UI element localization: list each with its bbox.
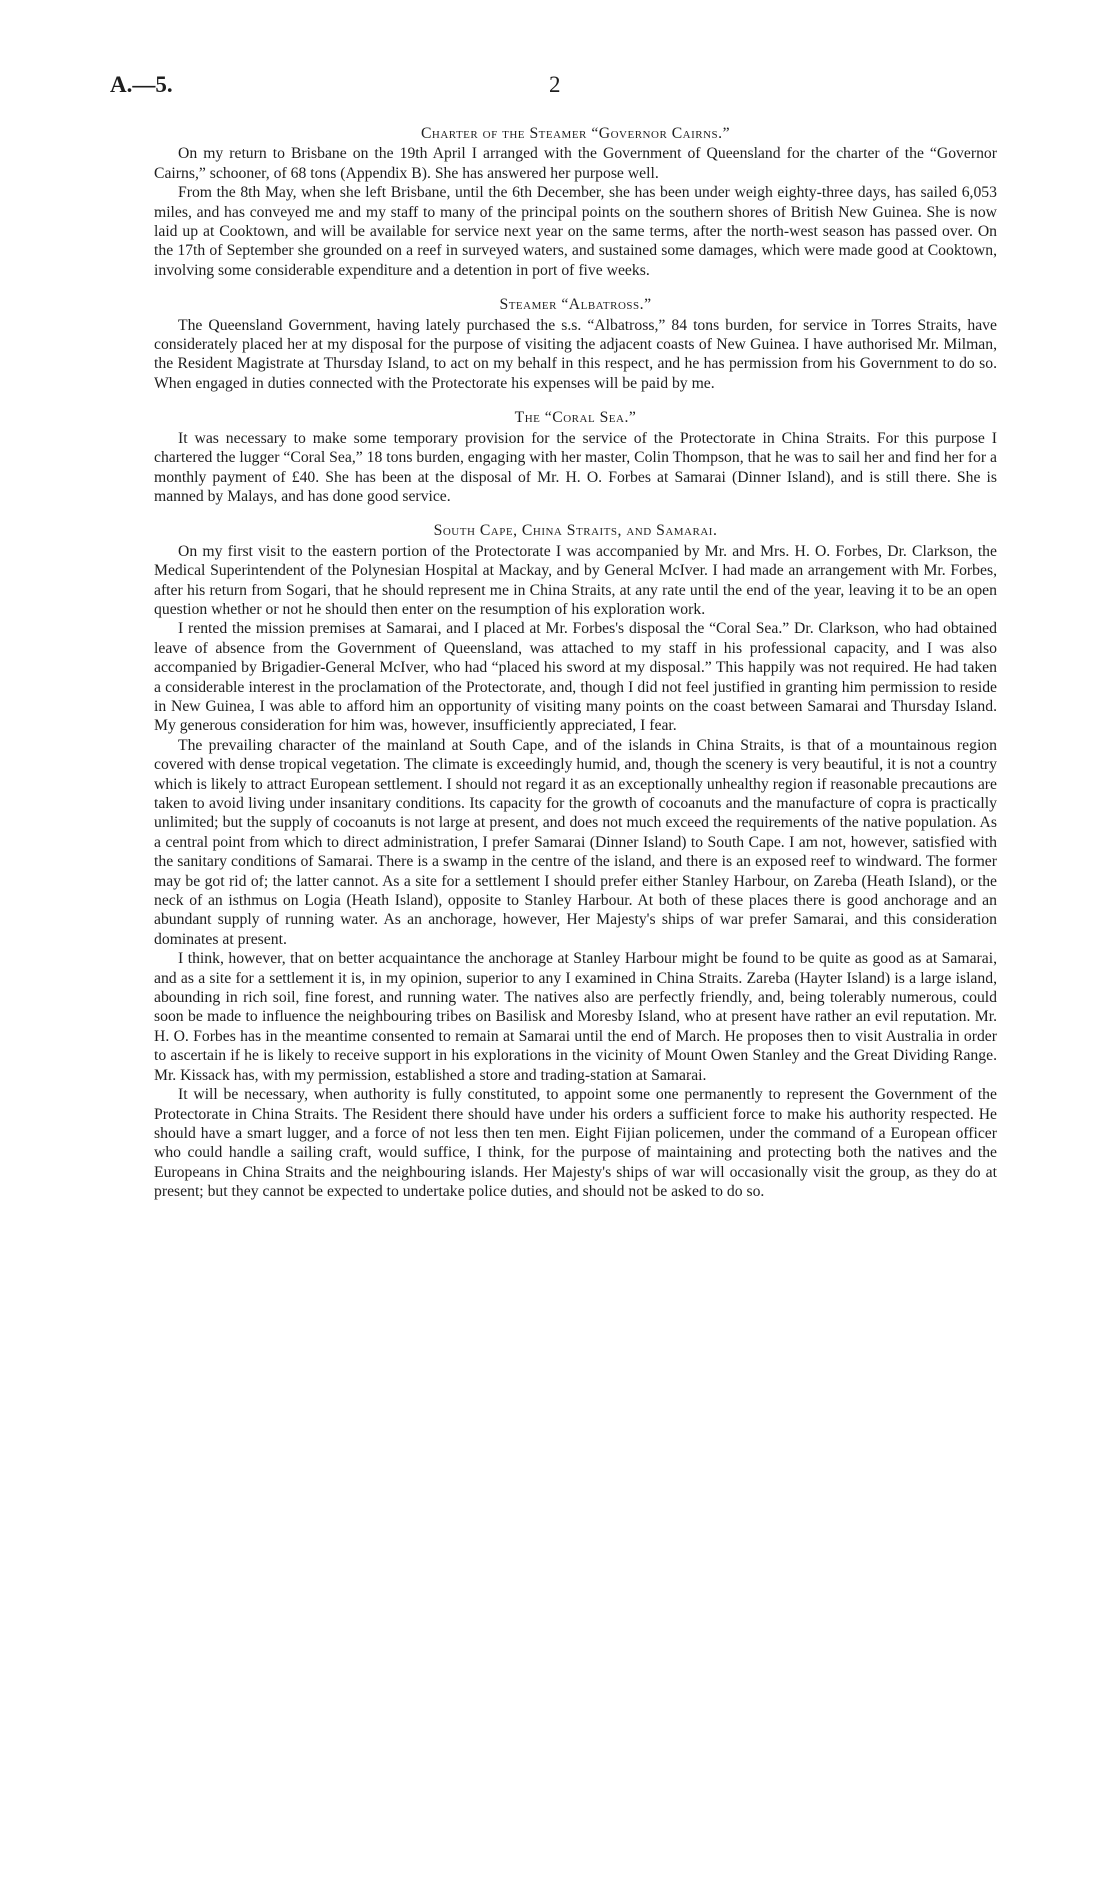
paragraph: The Queensland Government, having lately purchased the s.s. “Albatross,” 84 tons burden, for service in Torres Straits, have considerately placed her at my disposal for the purpose of visiting the adjacent coasts of New Guinea. I have authorised Mr. Milman, the Resident Magistrate at Thursday Island, to act on my behalf in this respect, and he has permission from his Government to do so. When engaged in duties connected with the Protectorate his expenses will be paid by me. (154, 316, 997, 392)
paragraph: On my first visit to the eastern portion of the Protectorate I was accompanied by Mr. and Mrs. H. O. Forbes, Dr. Clarkson, the Medical Superintendent of the Polynesian Hospital at Mackay, and by General McIver. I had made an arrangement with Mr. Forbes, after his return from Sogari, that he should represent me in China Straits, at any rate until the end of the year, leaving it to be an open question whether or not he should then enter on the resumption of his exploration work. (154, 542, 997, 618)
section-heading: Steamer “Albatross.” (499, 296, 652, 314)
page-header (0, 72, 1114, 102)
paragraph: I think, however, that on better acquaintance the anchorage at Stanley Harbour might be found to be quite as good as at Samarai, and as a site for a settlement it is, in my opinion, superior to any I examined in China Straits. Zareba (Hayter Island) is a large island, abounding in rich soil, fine forest, and running water. The natives also are perfectly friendly, and, being tolerably numerous, could soon be made to influence the neighbouring tribes on Basilisk and Moresby Island, who at present have rather an evil reputation. Mr. H. O. Forbes has in the meantime consented to remain at Samarai until the end of March. He proposes then to visit Australia in order to ascertain if he is likely to receive support in his explorations in the vicinity of Mount Owen Stanley and the Great Dividing Range. Mr. Kissack has, with my permission, established a store and trading-station at Samarai. (154, 950, 997, 1084)
page-number: 2 (549, 72, 561, 97)
document-reference: A.—5. (110, 72, 173, 97)
section-heading: South Cape, China Straits, and Samarai. (433, 522, 718, 540)
document-body (154, 124, 997, 1217)
section-albatross (154, 295, 997, 393)
section-coral-sea (154, 408, 997, 506)
section-heading: Charter of the Steamer “Governor Cairns.” (420, 125, 731, 142)
paragraph: The prevailing character of the mainland at South Cape, and of the islands in China Straits, is that of a mountainous region covered with dense tropical vegetation. The climate is exceedingly humid, and, though the scenery is very beautiful, it is not a country which is likely to attract European settlement. I should not regard it as an exceptionally unhealthy region if reasonable precautions are taken to avoid living under insanitary conditions. Its capacity for the growth of cocoanuts and the manufacture of copra is practically unlimited; but the supply of cocoanuts is not large at present, and does not much exceed the requirements of the native population. As a central point from which to direct administration, I prefer Samarai (Dinner Island) to South Cape. I am not, however, satisfied with the sanitary conditions of Samarai. There is a swamp in the centre of the island, and there is an exposed reef to windward. The former may be got rid of; the latter cannot. As a site for a settlement I should prefer either Stanley Harbour, on Zareba (Heath Island), or the neck of an isthmus on Logia (Heath Island), opposite to Stanley Harbour. At both of these places there is good anchorage and an abundant supply of running water. As an anchorage, however, Her Majesty's ships of war prefer Samarai, and this consideration dominates at present. (154, 736, 997, 948)
section-governor-cairns (154, 124, 997, 280)
paragraph: It will be necessary, when authority is fully constituted, to appoint some one permanently to represent the Government of the Protectorate in China Straits. The Resident there should have under his orders a sufficient force to make his authority respected. He should have a smart lugger, and a force of not less then ten men. Eight Fijian policemen, under the command of a European officer who could handle a sailing craft, would suffice, I think, for the purpose of maintaining and protecting both the natives and the Europeans in China Straits and the neighbouring islands. Her Majesty's ships of war will occasionally visit the group, as they do at present; but they cannot be expected to undertake police duties, and should not be asked to do so. (154, 1086, 997, 1201)
paragraph: From the 8th May, when she left Brisbane, until the 6th December, she has been under weigh eighty-three days, has sailed 6,053 miles, and has conveyed me and my staff to many of the principal points on the southern shores of British New Guinea. She is now laid up at Cooktown, and will be available for service next year on the same terms, after the north-west season has passed over. On the 17th of September she grounded on a reef in surveyed waters, and sustained some damages, which were made good at Cooktown, involving some considerable expenditure and a detention in port of five weeks. (154, 184, 997, 279)
paragraph: I rented the mission premises at Samarai, and I placed at Mr. Forbes's disposal the “Coral Sea.” Dr. Clarkson, who had obtained leave of absence from the Government of Queensland, was attached to my staff in his professional capacity, and I was also accompanied by Brigadier-General McIver, who had “placed his sword at my disposal.” This happily was not required. He had taken a considerable interest in the proclamation of the Protectorate, and, though I did not feel justified in granting him permission to reside in New Guinea, I was able to afford him an opportunity of visiting many points on the coast between Samarai and Thursday Island. My generous consideration for him was, however, insufficiently appreciated, I fear. (154, 620, 997, 735)
section-south-cape (154, 521, 997, 1201)
paragraph: On my return to Brisbane on the 19th April I arranged with the Government of Queensland for the charter of the “Governor Cairns,” schooner, of 68 tons (Appendix B). She has answered her purpose well. (154, 145, 997, 182)
paragraph: It was necessary to make some temporary provision for the service of the Protectorate in China Straits. For this purpose I chartered the lugger “Coral Sea,” 18 tons burden, engaging with her master, Colin Thompson, that he was to sail her and find her for a monthly payment of £40. She has been at the disposal of Mr. H. O. Forbes at Samarai (Dinner Island), and is still there. She is manned by Malays, and has done good service. (154, 429, 997, 505)
section-heading: The “Coral Sea.” (514, 409, 637, 427)
